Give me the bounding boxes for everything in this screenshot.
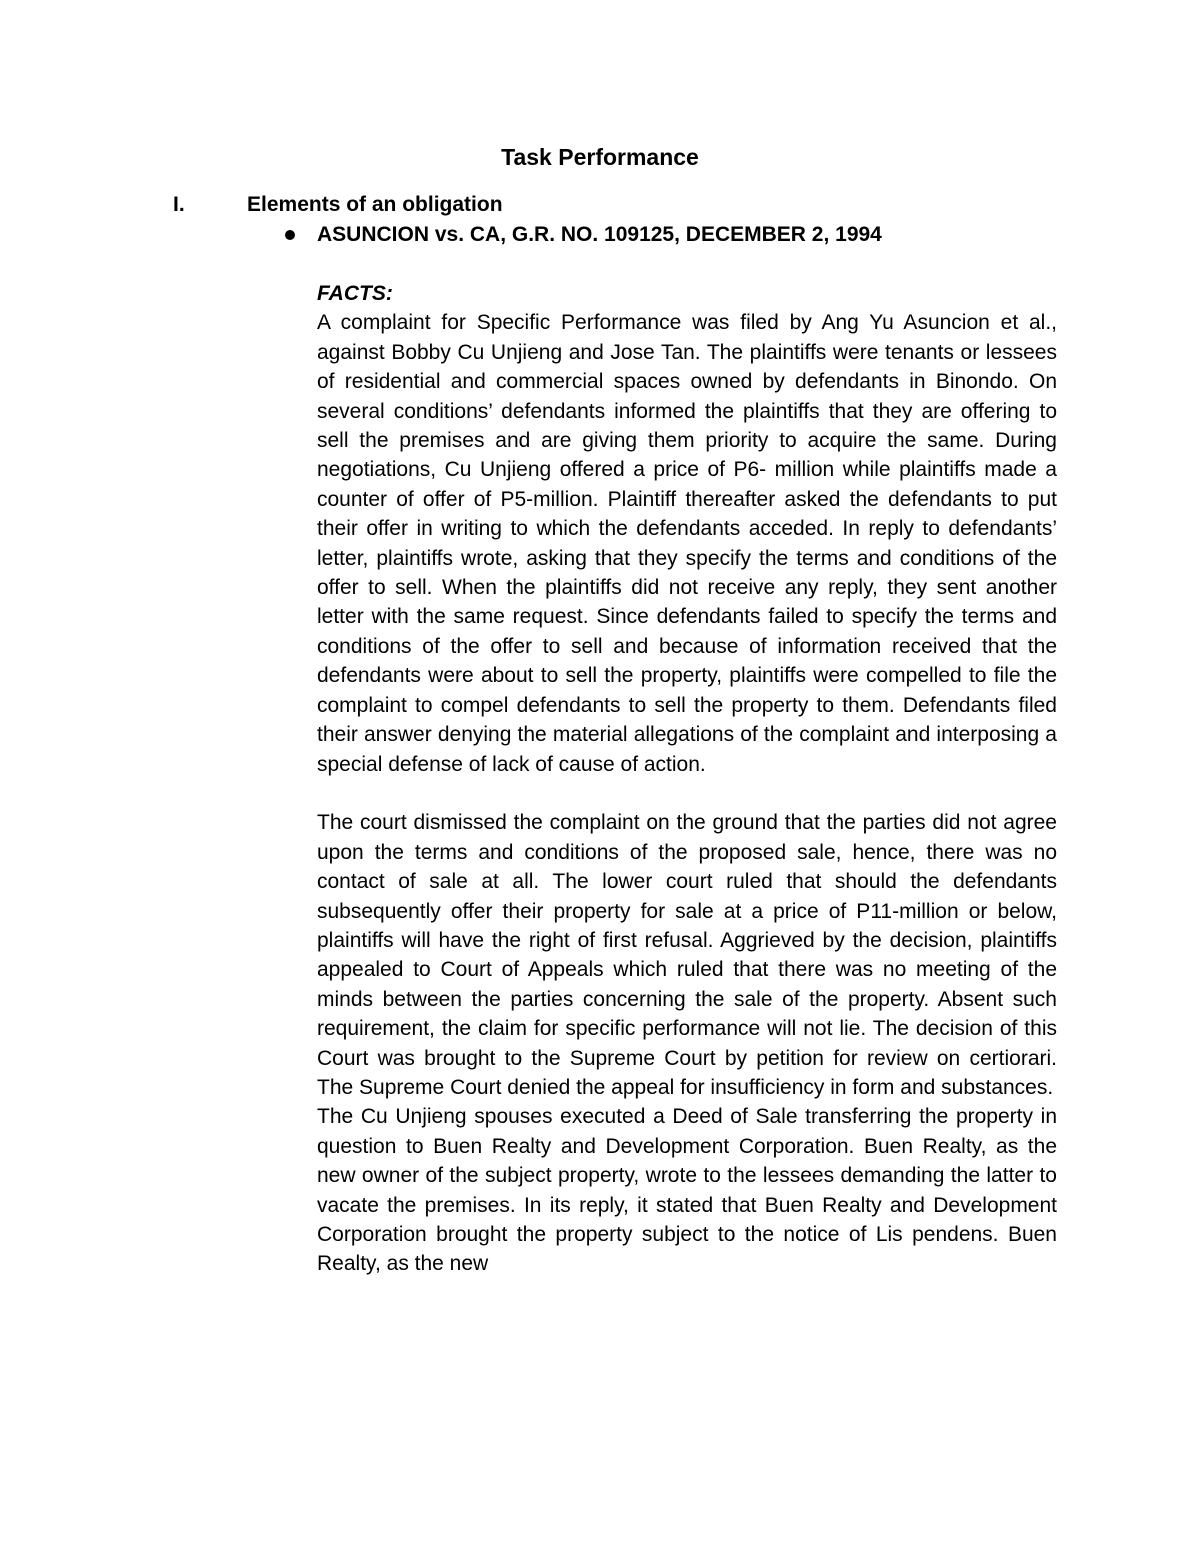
section-title: Elements of an obligation bbox=[247, 193, 503, 216]
case-body bbox=[317, 279, 1057, 1279]
facts-paragraph-2: The court dismissed the complaint on the ground that the parties did not agree upon the terms and conditions of the proposed sale, hence, there was no contact of sale at all. The lower court ruled that should the defendants subsequently offer their property for sale at a price of P11-million or below, plaintiffs will have the right of first refusal. Aggrieved by the decision, plaintiffs appealed to Court of Appeals which ruled that there was no meeting of the minds between the parties concerning the sale of the property. Absent such requirement, the claim for specific performance will not lie. The decision of this Court was brought to the Supreme Court by petition for review on certiorari. The Supreme Court denied the appeal for insufficiency in form and substances. bbox=[317, 811, 1057, 1099]
facts-paragraph-1: A complaint for Specific Performance was filed by Ang Yu Asuncion et al., against Bobby Cu Unjieng and Jose Tan. The plaintiffs were tenants or lessees of residential and commercial spaces owned by defendants in Binondo. On several conditions’ defendants informed the plaintiffs that they are offering to sell the premises and are giving them priority to acquire the same. During negotiations, Cu Unjieng offered a price of P6- million while plaintiffs made a counter of offer of P5-million. Plaintiff thereafter asked the defendants to put their offer in writing to which the defendants acceded. In reply to defendants’ letter, plaintiffs wrote, asking that they specify the terms and conditions of the offer to sell. When the plaintiffs did not receive any reply, they sent another letter with the same request. Since defendants failed to specify the terms and conditions of the offer to sell and because of information received that the defendants were about to sell the property, plaintiffs were compelled to file the complaint to compel defendants to sell the property to them. Defendants filed their answer denying the material allegations of the complaint and interposing a special defense of lack of cause of action. bbox=[317, 311, 1057, 776]
bullet-icon bbox=[285, 230, 295, 240]
facts-heading: FACTS: bbox=[317, 282, 393, 305]
facts-paragraph-3: The Cu Unjieng spouses executed a Deed of Sale transferring the property in question to Buen Realty and Development Corporation. Buen Realty, as the new owner of the subject property, wrote to the lessees demanding the latter to vacate the premises. In its reply, it stated that Buen Realty and Development Corporation brought the property subject to the notice of Lis pendens. Buen Realty, as the new bbox=[317, 1105, 1057, 1276]
document-title: Task Performance bbox=[501, 144, 699, 170]
case-title: ASUNCION vs. CA, G.R. NO. 109125, DECEMBER 2, 1994 bbox=[317, 223, 882, 246]
section-number: I. bbox=[173, 193, 185, 216]
